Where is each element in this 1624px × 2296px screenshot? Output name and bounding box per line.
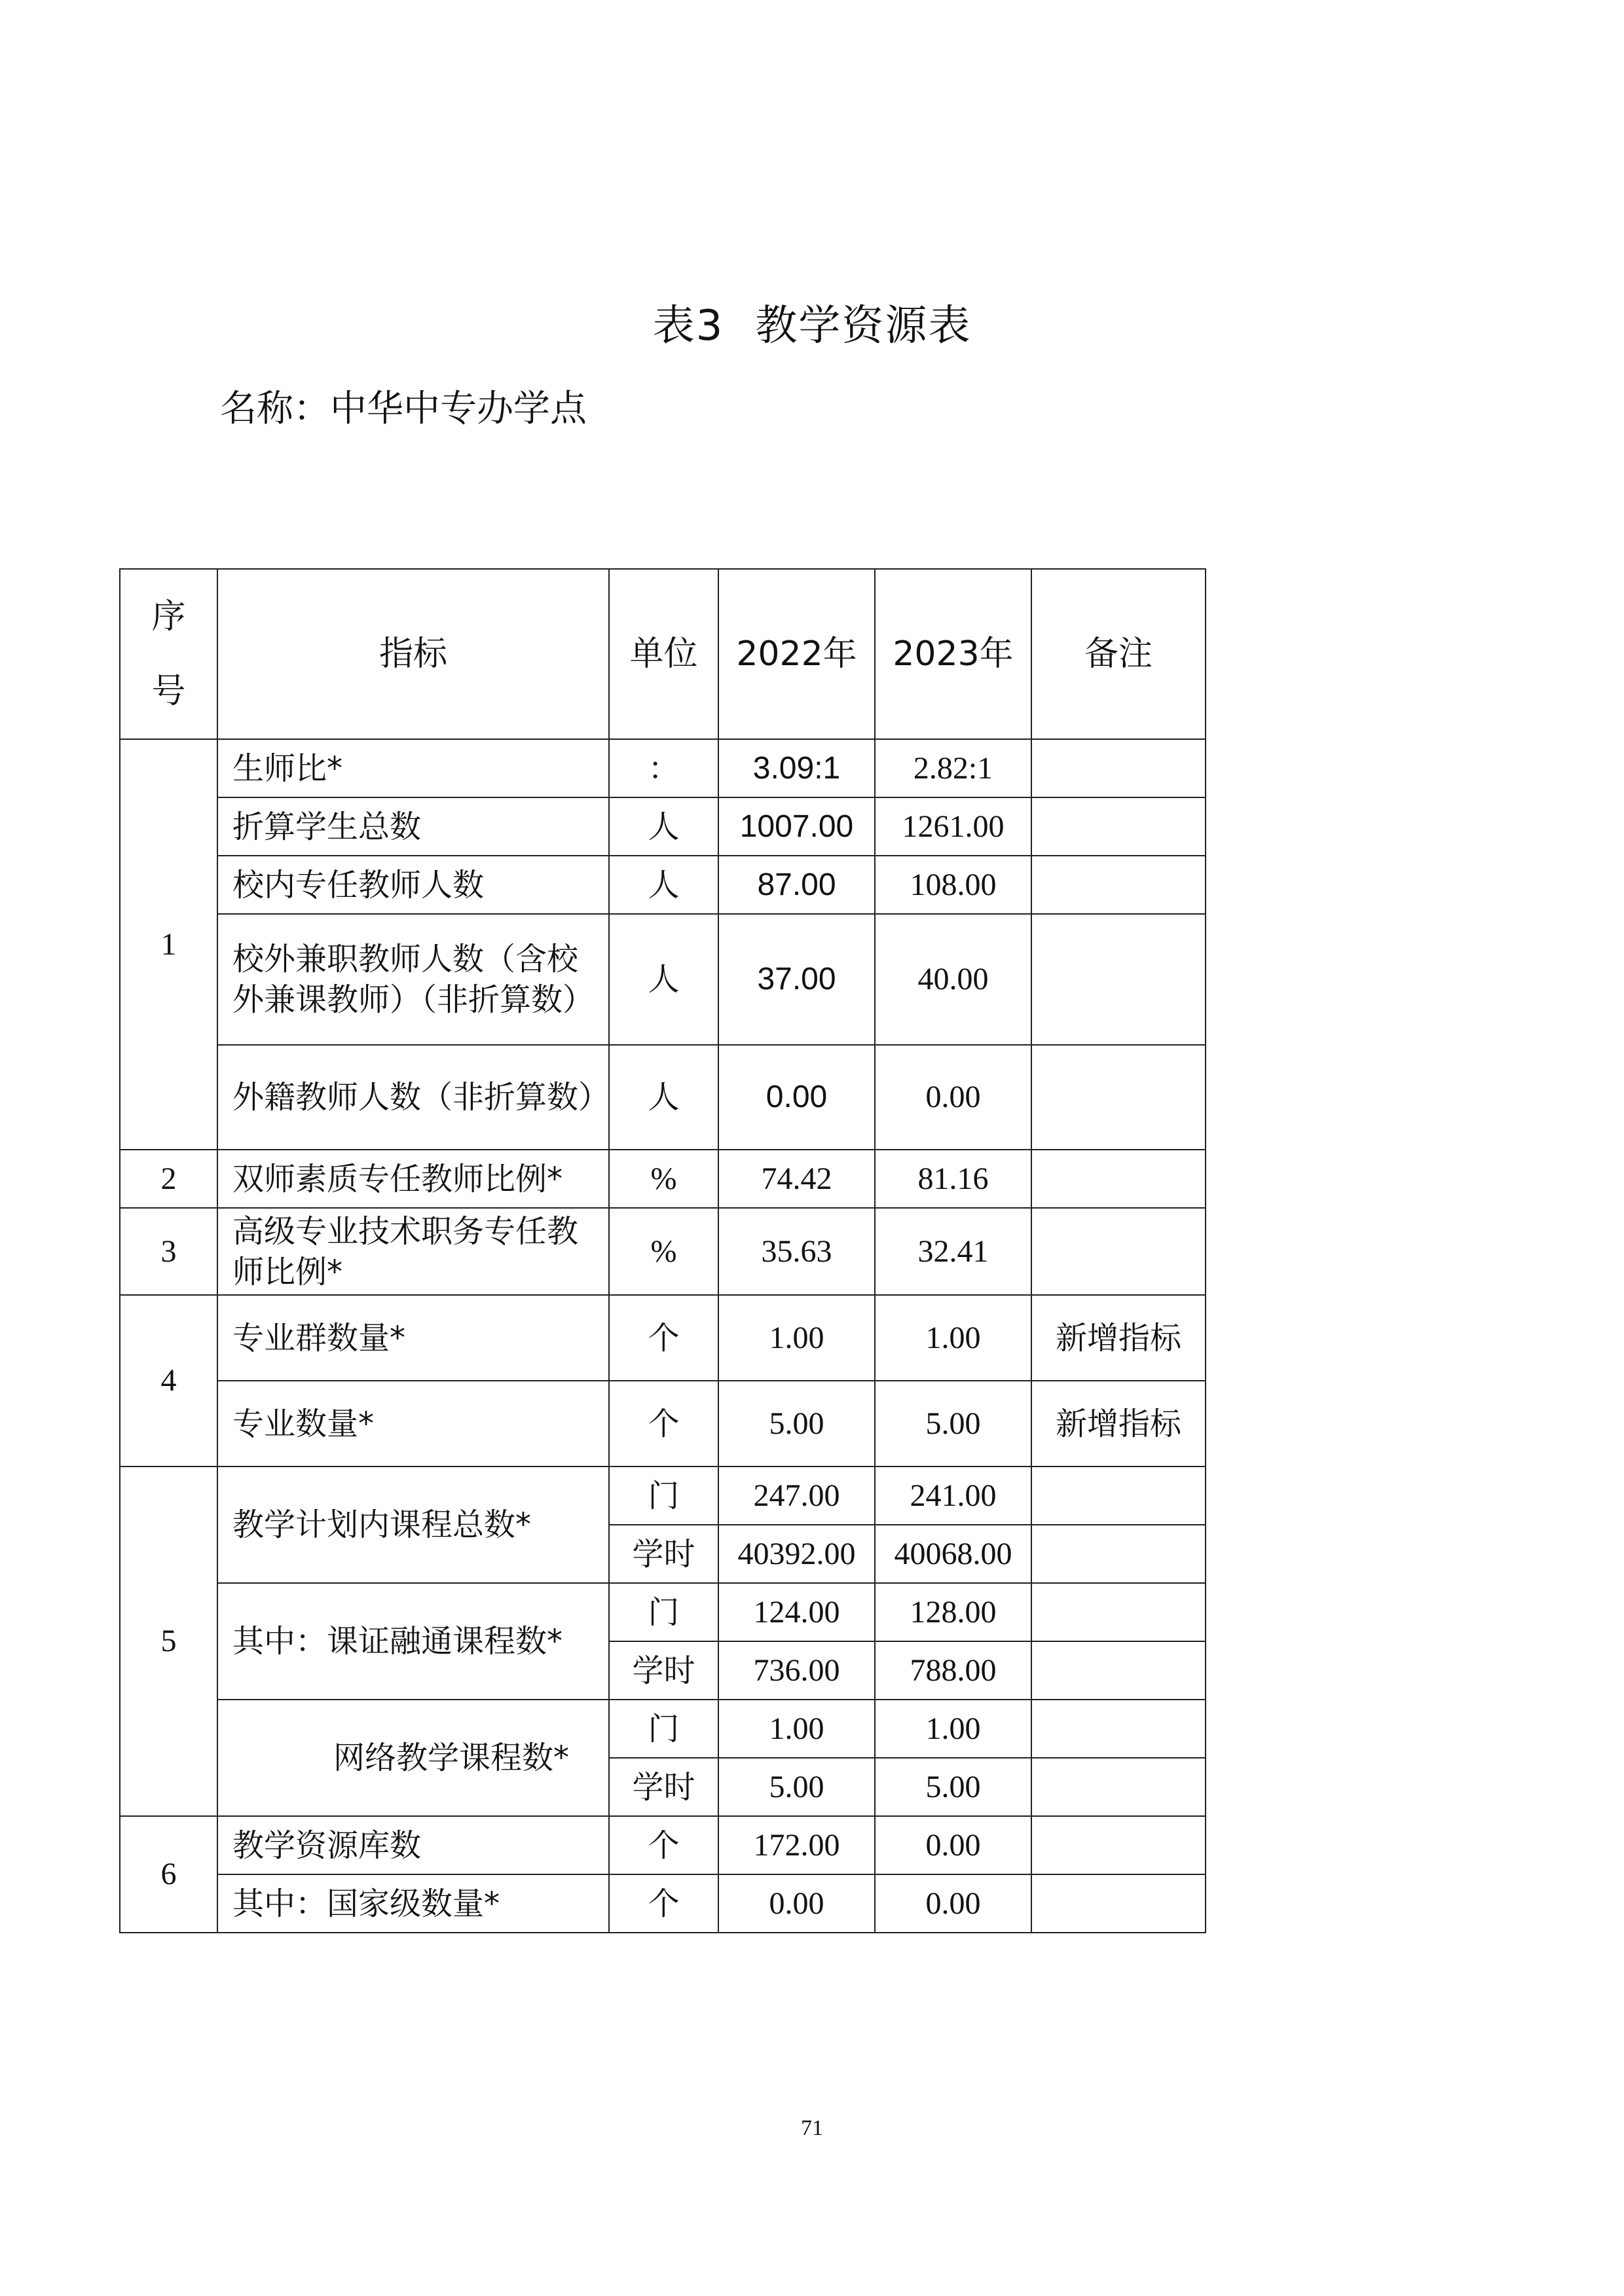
page-number: 71 <box>801 2116 823 2140</box>
subtitle: 名称：中华中专办学点 <box>220 388 587 430</box>
table-row <box>120 1150 1206 1208</box>
remark-cell <box>1031 739 1206 797</box>
table-row <box>120 914 1206 1045</box>
indicator-cell: 其中：课证融通课程数* <box>217 1583 609 1700</box>
value-2023-cell: 2.82:1 <box>875 739 1031 797</box>
remark-cell <box>1031 1758 1206 1816</box>
indicator-cell: 专业数量* <box>217 1381 609 1467</box>
value-2022-cell: 3.09:1 <box>718 739 875 797</box>
unit-cell: 个 <box>609 1816 718 1874</box>
value-2022-cell: 37.00 <box>718 914 875 1045</box>
indicator-cell: 生师比* <box>217 739 609 797</box>
unit-cell: 人 <box>609 797 718 856</box>
value-2022-cell: 1007.00 <box>718 797 875 856</box>
indicator-cell: 专业群数量* <box>217 1295 609 1381</box>
value-2022-cell: 1.00 <box>718 1700 875 1758</box>
header-2022: 2022年 <box>718 569 875 739</box>
unit-cell: 门 <box>609 1700 718 1758</box>
table-row <box>120 1874 1206 1933</box>
remark-cell <box>1031 1874 1206 1933</box>
unit-cell: 门 <box>609 1583 718 1641</box>
remark-cell <box>1031 1525 1206 1583</box>
unit-cell: % <box>609 1150 718 1208</box>
value-2022-cell: 5.00 <box>718 1758 875 1816</box>
unit-cell: 人 <box>609 1045 718 1150</box>
value-2022-cell: 247.00 <box>718 1467 875 1525</box>
seq-cell: 1 <box>120 739 217 1150</box>
table-row <box>120 856 1206 914</box>
table-row <box>120 1583 1206 1641</box>
value-2023-cell: 40.00 <box>875 914 1031 1045</box>
indicator-cell: 校外兼职教师人数（含校外兼课教师）（非折算数） <box>217 914 609 1045</box>
unit-cell: 学时 <box>609 1641 718 1700</box>
value-2023-cell: 40068.00 <box>875 1525 1031 1583</box>
value-2023-cell: 0.00 <box>875 1045 1031 1150</box>
remark-cell <box>1031 1150 1206 1208</box>
value-2023-cell: 1261.00 <box>875 797 1031 856</box>
value-2022-cell: 35.63 <box>718 1208 875 1295</box>
value-2023-cell: 1.00 <box>875 1700 1031 1758</box>
table-row <box>120 739 1206 797</box>
header-row <box>120 569 1206 739</box>
header-2023: 2023年 <box>875 569 1031 739</box>
value-2022-cell: 40392.00 <box>718 1525 875 1583</box>
remark-cell <box>1031 1641 1206 1700</box>
remark-cell: 新增指标 <box>1031 1381 1206 1467</box>
value-2023-cell: 5.00 <box>875 1381 1031 1467</box>
table-row <box>120 1208 1206 1295</box>
table-row <box>120 1381 1206 1467</box>
value-2023-cell: 128.00 <box>875 1583 1031 1641</box>
value-2022-cell: 5.00 <box>718 1381 875 1467</box>
unit-cell: 人 <box>609 856 718 914</box>
indicator-cell: 高级专业技术职务专任教师比例* <box>217 1208 609 1295</box>
remark-cell <box>1031 1816 1206 1874</box>
indicator-cell: 校内专任教师人数 <box>217 856 609 914</box>
value-2022-cell: 172.00 <box>718 1816 875 1874</box>
unit-cell: 人 <box>609 914 718 1045</box>
value-2023-cell: 241.00 <box>875 1467 1031 1525</box>
seq-cell: 5 <box>120 1467 217 1816</box>
remark-cell <box>1031 914 1206 1045</box>
indicator-cell: 网络教学课程数* <box>217 1700 609 1816</box>
unit-cell: 个 <box>609 1874 718 1933</box>
seq-cell: 4 <box>120 1295 217 1467</box>
remark-cell: 新增指标 <box>1031 1295 1206 1381</box>
table-row <box>120 1700 1206 1758</box>
unit-cell: 个 <box>609 1295 718 1381</box>
remark-cell <box>1031 1208 1206 1295</box>
remark-cell <box>1031 1700 1206 1758</box>
table-row <box>120 797 1206 856</box>
unit-cell: 门 <box>609 1467 718 1525</box>
indicator-cell: 其中：国家级数量* <box>217 1874 609 1933</box>
value-2023-cell: 5.00 <box>875 1758 1031 1816</box>
value-2023-cell: 108.00 <box>875 856 1031 914</box>
indicator-cell: 教学计划内课程总数* <box>217 1467 609 1583</box>
value-2023-cell: 1.00 <box>875 1295 1031 1381</box>
table-row <box>120 1467 1206 1525</box>
remark-cell <box>1031 797 1206 856</box>
value-2022-cell: 1.00 <box>718 1295 875 1381</box>
table-title <box>0 293 1624 359</box>
table-row <box>120 1045 1206 1150</box>
indicator-cell: 教学资源库数 <box>217 1816 609 1874</box>
resource-table <box>119 568 1206 1933</box>
value-2023-cell: 0.00 <box>875 1816 1031 1874</box>
header-remark: 备注 <box>1031 569 1206 739</box>
indicator-cell: 双师素质专任教师比例* <box>217 1150 609 1208</box>
value-2022-cell: 0.00 <box>718 1045 875 1150</box>
remark-cell <box>1031 856 1206 914</box>
remark-cell <box>1031 1583 1206 1641</box>
value-2022-cell: 87.00 <box>718 856 875 914</box>
unit-cell: 学时 <box>609 1758 718 1816</box>
table-number: 表3 <box>652 302 724 350</box>
indicator-cell: 外籍教师人数（非折算数） <box>217 1045 609 1150</box>
table-row <box>120 1816 1206 1874</box>
seq-cell: 6 <box>120 1816 217 1933</box>
unit-cell: % <box>609 1208 718 1295</box>
unit-cell: ： <box>609 739 718 797</box>
value-2022-cell: 736.00 <box>718 1641 875 1700</box>
table-row <box>120 1295 1206 1381</box>
remark-cell <box>1031 1045 1206 1150</box>
unit-cell: 个 <box>609 1381 718 1467</box>
indicator-cell: 折算学生总数 <box>217 797 609 856</box>
remark-cell <box>1031 1467 1206 1525</box>
seq-cell: 2 <box>120 1150 217 1208</box>
header-seq: 序 号 <box>120 569 217 739</box>
seq-cell: 3 <box>120 1208 217 1295</box>
unit-cell: 学时 <box>609 1525 718 1583</box>
value-2022-cell: 74.42 <box>718 1150 875 1208</box>
header-unit: 单位 <box>609 569 718 739</box>
value-2023-cell: 788.00 <box>875 1641 1031 1700</box>
value-2023-cell: 81.16 <box>875 1150 1031 1208</box>
header-indicator: 指标 <box>217 569 609 739</box>
value-2023-cell: 32.41 <box>875 1208 1031 1295</box>
value-2022-cell: 0.00 <box>718 1874 875 1933</box>
table-title-text: 教学资源表 <box>755 302 972 350</box>
value-2022-cell: 124.00 <box>718 1583 875 1641</box>
value-2023-cell: 0.00 <box>875 1874 1031 1933</box>
